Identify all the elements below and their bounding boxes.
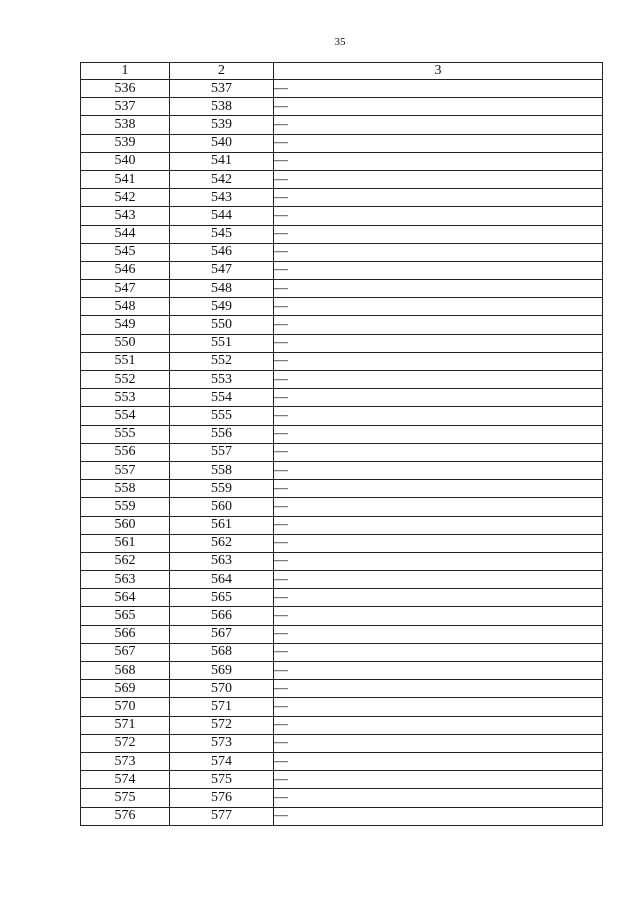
cell-col-1: 552 <box>81 371 170 389</box>
cell-col-3: — <box>274 189 603 207</box>
cell-col-2: 545 <box>170 225 274 243</box>
cell-col-2: 563 <box>170 552 274 570</box>
cell-col-2: 553 <box>170 371 274 389</box>
table-header <box>81 63 603 80</box>
cell-col-3: — <box>274 443 603 461</box>
table-row <box>81 389 603 407</box>
cell-col-2: 577 <box>170 807 274 825</box>
cell-col-2: 539 <box>170 116 274 134</box>
cell-col-3: — <box>274 571 603 589</box>
table-row <box>81 461 603 479</box>
cell-col-1: 575 <box>81 789 170 807</box>
cell-col-1: 558 <box>81 480 170 498</box>
cell-col-2: 557 <box>170 443 274 461</box>
cell-col-3: — <box>274 680 603 698</box>
table-row <box>81 734 603 752</box>
cell-col-2: 576 <box>170 789 274 807</box>
table-row <box>81 152 603 170</box>
table-row <box>81 662 603 680</box>
cell-col-2: 573 <box>170 734 274 752</box>
cell-col-1: 537 <box>81 98 170 116</box>
table-row <box>81 407 603 425</box>
cell-col-3: — <box>274 734 603 752</box>
cell-col-3: — <box>274 316 603 334</box>
table-row <box>81 607 603 625</box>
header-row <box>81 63 603 80</box>
cell-col-3: — <box>274 752 603 770</box>
cell-col-1: 562 <box>81 552 170 570</box>
cell-col-2: 561 <box>170 516 274 534</box>
cell-col-3: — <box>274 98 603 116</box>
cell-col-2: 564 <box>170 571 274 589</box>
cell-col-2: 542 <box>170 170 274 188</box>
cell-col-3: — <box>274 207 603 225</box>
cell-col-1: 546 <box>81 261 170 279</box>
cell-col-2: 574 <box>170 752 274 770</box>
table-row <box>81 589 603 607</box>
cell-col-1: 551 <box>81 352 170 370</box>
cell-col-2: 540 <box>170 134 274 152</box>
cell-col-1: 563 <box>81 571 170 589</box>
cell-col-2: 537 <box>170 80 274 98</box>
cell-col-2: 552 <box>170 352 274 370</box>
table-row <box>81 516 603 534</box>
table-row <box>81 807 603 825</box>
cell-col-1: 553 <box>81 389 170 407</box>
cell-col-2: 554 <box>170 389 274 407</box>
table-row <box>81 243 603 261</box>
column-header-2: 2 <box>170 63 274 80</box>
cell-col-2: 570 <box>170 680 274 698</box>
cell-col-1: 564 <box>81 589 170 607</box>
cell-col-3: — <box>274 607 603 625</box>
cell-col-2: 546 <box>170 243 274 261</box>
cell-col-3: — <box>274 807 603 825</box>
cell-col-2: 565 <box>170 589 274 607</box>
cell-col-1: 538 <box>81 116 170 134</box>
table-row <box>81 771 603 789</box>
table-row <box>81 352 603 370</box>
cell-col-1: 540 <box>81 152 170 170</box>
cell-col-3: — <box>274 371 603 389</box>
cell-col-2: 543 <box>170 189 274 207</box>
cell-col-3: — <box>274 389 603 407</box>
cell-col-3: — <box>274 116 603 134</box>
cell-col-1: 557 <box>81 461 170 479</box>
cell-col-3: — <box>274 662 603 680</box>
table-row <box>81 643 603 661</box>
table-row <box>81 571 603 589</box>
column-header-1: 1 <box>81 63 170 80</box>
cell-col-1: 576 <box>81 807 170 825</box>
table-row <box>81 698 603 716</box>
cell-col-2: 550 <box>170 316 274 334</box>
cell-col-3: — <box>274 516 603 534</box>
table-row <box>81 480 603 498</box>
cell-col-1: 570 <box>81 698 170 716</box>
cell-col-3: — <box>274 534 603 552</box>
cell-col-2: 559 <box>170 480 274 498</box>
cell-col-3: — <box>274 280 603 298</box>
cell-col-1: 559 <box>81 498 170 516</box>
table-row <box>81 625 603 643</box>
cell-col-1: 568 <box>81 662 170 680</box>
cell-col-3: — <box>274 334 603 352</box>
cell-col-3: — <box>274 134 603 152</box>
table-row <box>81 261 603 279</box>
cell-col-1: 569 <box>81 680 170 698</box>
cell-col-2: 572 <box>170 716 274 734</box>
table-row <box>81 552 603 570</box>
cell-col-2: 566 <box>170 607 274 625</box>
cell-col-2: 555 <box>170 407 274 425</box>
cell-col-3: — <box>274 716 603 734</box>
cell-col-1: 541 <box>81 170 170 188</box>
table-row <box>81 425 603 443</box>
cell-col-2: 538 <box>170 98 274 116</box>
cell-col-3: — <box>274 461 603 479</box>
table-row <box>81 680 603 698</box>
table-row <box>81 98 603 116</box>
cell-col-3: — <box>274 352 603 370</box>
cell-col-3: — <box>274 80 603 98</box>
cell-col-3: — <box>274 498 603 516</box>
cell-col-1: 544 <box>81 225 170 243</box>
cell-col-1: 536 <box>81 80 170 98</box>
cell-col-3: — <box>274 771 603 789</box>
cell-col-2: 548 <box>170 280 274 298</box>
table-row <box>81 207 603 225</box>
cell-col-2: 568 <box>170 643 274 661</box>
cell-col-1: 542 <box>81 189 170 207</box>
cell-col-1: 567 <box>81 643 170 661</box>
table-row <box>81 716 603 734</box>
cell-col-1: 550 <box>81 334 170 352</box>
cell-col-1: 555 <box>81 425 170 443</box>
cell-col-3: — <box>274 589 603 607</box>
table-body <box>81 80 603 826</box>
table-row <box>81 116 603 134</box>
cell-col-3: — <box>274 643 603 661</box>
cell-col-2: 558 <box>170 461 274 479</box>
cell-col-3: — <box>274 625 603 643</box>
cell-col-3: — <box>274 261 603 279</box>
cell-col-1: 574 <box>81 771 170 789</box>
column-header-3: 3 <box>274 63 603 80</box>
cell-col-2: 569 <box>170 662 274 680</box>
table-row <box>81 280 603 298</box>
cell-col-1: 560 <box>81 516 170 534</box>
cell-col-1: 549 <box>81 316 170 334</box>
cell-col-1: 571 <box>81 716 170 734</box>
cell-col-1: 572 <box>81 734 170 752</box>
cell-col-3: — <box>274 298 603 316</box>
cell-col-2: 562 <box>170 534 274 552</box>
cell-col-1: 543 <box>81 207 170 225</box>
table-row <box>81 334 603 352</box>
page-number: 35 <box>334 36 346 48</box>
table-row <box>81 298 603 316</box>
cell-col-3: — <box>274 789 603 807</box>
cell-col-1: 548 <box>81 298 170 316</box>
cell-col-3: — <box>274 425 603 443</box>
cell-col-1: 556 <box>81 443 170 461</box>
data-table <box>80 62 603 826</box>
table-row <box>81 134 603 152</box>
cell-col-1: 539 <box>81 134 170 152</box>
table-row <box>81 316 603 334</box>
table-row <box>81 189 603 207</box>
cell-col-1: 566 <box>81 625 170 643</box>
cell-col-3: — <box>274 407 603 425</box>
cell-col-3: — <box>274 225 603 243</box>
cell-col-1: 545 <box>81 243 170 261</box>
table-row <box>81 752 603 770</box>
table-row <box>81 534 603 552</box>
cell-col-2: 571 <box>170 698 274 716</box>
cell-col-2: 544 <box>170 207 274 225</box>
cell-col-3: — <box>274 152 603 170</box>
table-row <box>81 80 603 98</box>
cell-col-2: 560 <box>170 498 274 516</box>
table-row <box>81 371 603 389</box>
cell-col-1: 565 <box>81 607 170 625</box>
cell-col-2: 547 <box>170 261 274 279</box>
cell-col-3: — <box>274 698 603 716</box>
table-row <box>81 789 603 807</box>
table-row <box>81 170 603 188</box>
cell-col-1: 547 <box>81 280 170 298</box>
cell-col-2: 549 <box>170 298 274 316</box>
table-row <box>81 443 603 461</box>
cell-col-1: 554 <box>81 407 170 425</box>
cell-col-1: 573 <box>81 752 170 770</box>
cell-col-2: 567 <box>170 625 274 643</box>
cell-col-2: 575 <box>170 771 274 789</box>
cell-col-2: 556 <box>170 425 274 443</box>
cell-col-3: — <box>274 480 603 498</box>
table-row <box>81 225 603 243</box>
cell-col-3: — <box>274 170 603 188</box>
cell-col-1: 561 <box>81 534 170 552</box>
cell-col-2: 551 <box>170 334 274 352</box>
cell-col-3: — <box>274 243 603 261</box>
cell-col-3: — <box>274 552 603 570</box>
table-row <box>81 498 603 516</box>
cell-col-2: 541 <box>170 152 274 170</box>
